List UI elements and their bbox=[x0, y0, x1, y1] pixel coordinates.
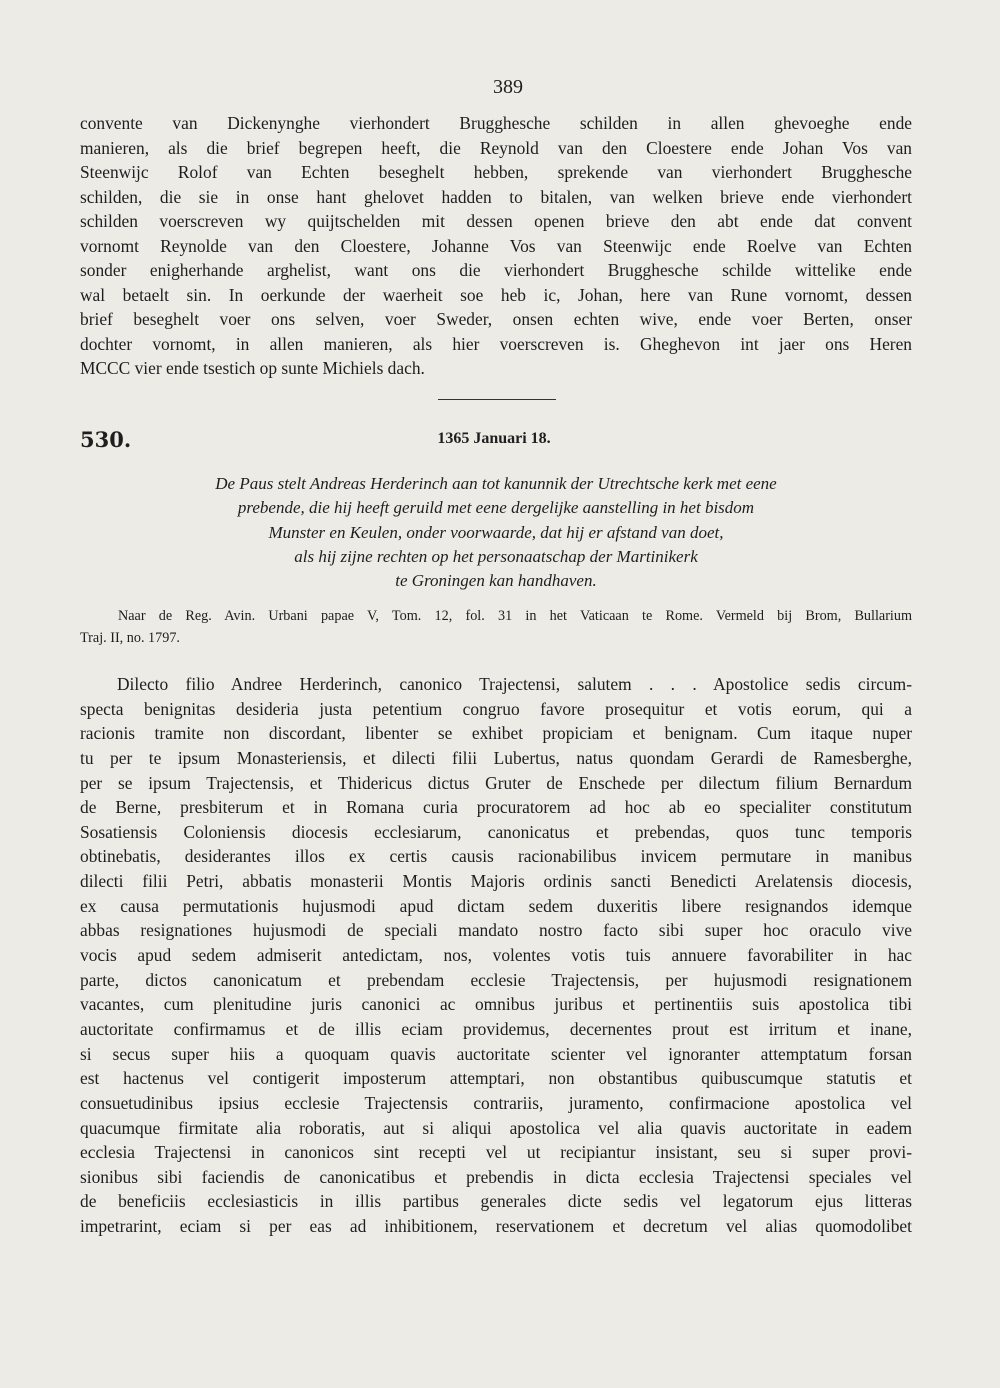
text-line: convente van Dickenynghe vierhondert Brugghesche schilden in allen ghevoeghe ende bbox=[80, 113, 912, 133]
text-line: vornomt Reynolde van den Cloestere, Johanne Vos van Steenwijc ende Roelve van Echten bbox=[80, 235, 912, 256]
letter-text bbox=[80, 672, 912, 1239]
top-paragraph bbox=[80, 111, 912, 381]
text-line: sonder enigherhande arghelist, want ons die vierhondert Brugghesche schilde wittelike ende bbox=[80, 260, 912, 280]
letter-line: specta benignitas desideria justa petentium congruo favore prosequitur et votis eorum, qui a bbox=[80, 698, 912, 719]
document-summary bbox=[80, 472, 912, 593]
letter-line: vacantes, cum plenitudine juris canonici ac omnibus juribus et pertinentiis suis apostolica tibi bbox=[80, 994, 912, 1015]
source-line: Naar de Reg. Avin. Urbani papae V, Tom. 12, fol. 31 in het Vaticaan te Rome. Vermeld bij Brom, Bullarium bbox=[118, 608, 912, 624]
letter-line: racionis tramite non discordant, libenter se exhibet propiciam et benignam. Cum itaque nuper bbox=[80, 723, 912, 744]
letter-line: de beneficiis ecclesiasticis in illis partibus generales dicte sedis vel legatorum ejus litteras bbox=[80, 1191, 912, 1212]
letter-line: ecclesia Trajectensi in canonicos sint recepti vel ut recipiantur insistant, seu si super provi- bbox=[80, 1142, 912, 1163]
summary-line: Munster en Keulen, onder voorwaarde, dat hij er afstand van doet, bbox=[268, 522, 724, 542]
section-divider bbox=[438, 399, 556, 400]
letter-line: ex causa permutationis hujusmodi apud dictam sedem duxeritis libere resignandos idemque bbox=[80, 895, 912, 916]
letter-line: abbas resignationes hujusmodi de speciali mandato nostro facto sibi super hoc oraculo vive bbox=[80, 920, 912, 941]
letter-line: auctoritate confirmamus et de illis eciam providemus, decernentes prout est irritum et inane, bbox=[80, 1018, 912, 1039]
letter-line: quacumque firmitate alia roboratis, aut si aliqui apostolica vel alia quavis auctoritate in eadem bbox=[80, 1117, 912, 1138]
letter-line: dilecti filii Petri, abbatis monasterii Montis Majoris ordinis sancti Benedicti Arelatensis diocesis, bbox=[80, 871, 912, 892]
document-number: 530. bbox=[80, 427, 132, 452]
letter-line: per se ipsum Trajectensis, et Thidericus dictus Gruter de Enschede per dilectum filium Bernardum bbox=[80, 772, 912, 793]
text-line: dochter vornomt, in allen manieren, als hier voerscreven is. Gheghevon int jaer ons Heren bbox=[80, 333, 912, 354]
text-line: MCCC vier ende tsestich op sunte Michiels dach. bbox=[80, 358, 425, 378]
text-line: schilden, die sie in onse hant ghelovet hadden to bitalen, van welken brieve ende vierhondert bbox=[80, 186, 912, 207]
summary-line: De Paus stelt Andreas Herderinch aan tot kanunnik der Utrechtsche kerk met eene bbox=[215, 474, 777, 493]
letter-line: parte, dictos canonicatum et prebendam ecclesie Trajectensis, per hujusmodi resignationem bbox=[80, 969, 912, 990]
summary-line: te Groningen kan handhaven. bbox=[395, 571, 597, 591]
document-date: 1365 Januari 18. bbox=[437, 430, 551, 447]
summary-line: als hij zijne rechten op het personaatschap der Martinikerk bbox=[294, 546, 698, 566]
text-line: brief beseghelt voer ons selven, voer Sweder, onsen echten wive, ende voer Berten, onser bbox=[80, 309, 912, 329]
letter-line: impetrarint, eciam si per eas ad inhibitionem, reservationem et decretum vel alias quomodolibet bbox=[80, 1216, 912, 1237]
letter-line: de Berne, presbiterum et in Romana curia procuratorem ad hoc ab eo specialiter constitutum bbox=[80, 797, 912, 818]
source-line: Traj. II, no. 1797. bbox=[80, 630, 180, 646]
letter-line: sionibus sibi faciendis de canonicatibus et prebendis in dicta ecclesia Trajectensi speciales vel bbox=[80, 1166, 912, 1187]
summary-line: prebende, die hij heeft geruild met eene dergelijke aanstelling in het bisdom bbox=[237, 498, 755, 518]
letter-line: si secus super hiis a quoquam quavis auctoritate scienter vel ignoranter attemptatum forsan bbox=[80, 1043, 912, 1064]
letter-line: obtinebatis, desiderantes illos ex certis causis racionabilibus invicem permutare in manibus bbox=[80, 846, 912, 867]
text-line: schilden voerscreven wy quijtschelden mit dessen openen brieve den abt ende dat convent bbox=[80, 211, 912, 231]
letter-line: tu per te ipsum Monasteriensis, et dilecti filii Lubertus, natus quondam Gerardi de Ramesberghe, bbox=[80, 747, 912, 768]
letter-line: Dilecto filio Andree Herderinch, canonico Trajectensi, salutem . . . Apostolice sedis circum- bbox=[117, 674, 912, 694]
source-note bbox=[80, 605, 912, 649]
letter-line: Sosatiensis Coloniensis diocesis ecclesiarum, canonicatus et prebendas, quos tunc temporis bbox=[80, 821, 912, 842]
page-number: 389 bbox=[493, 76, 523, 98]
letter-line: consuetudinibus ipsius ecclesie Trajectensis contrariis, juramento, confirmacione apostolica vel bbox=[80, 1092, 912, 1113]
letter-line: vocis apud sedem admiserit antedictam, nos, volentes votis tuis annuere favorabiliter in hac bbox=[80, 945, 912, 966]
letter-line: est hactenus vel contigerit imposterum attemptari, non obstantibus quibuscumque statutis et bbox=[80, 1068, 912, 1089]
text-line: Steenwijc Rolof van Echten beseghelt hebben, sprekende van vierhondert Brugghesche bbox=[80, 162, 912, 182]
text-line: wal betaelt sin. In oerkunde der waerheit soe heb ic, Johan, here van Rune vornomt, dessen bbox=[80, 284, 912, 305]
text-line: manieren, als die brief begrepen heeft, die Reynold van den Cloestere ende Johan Vos van bbox=[80, 137, 912, 158]
